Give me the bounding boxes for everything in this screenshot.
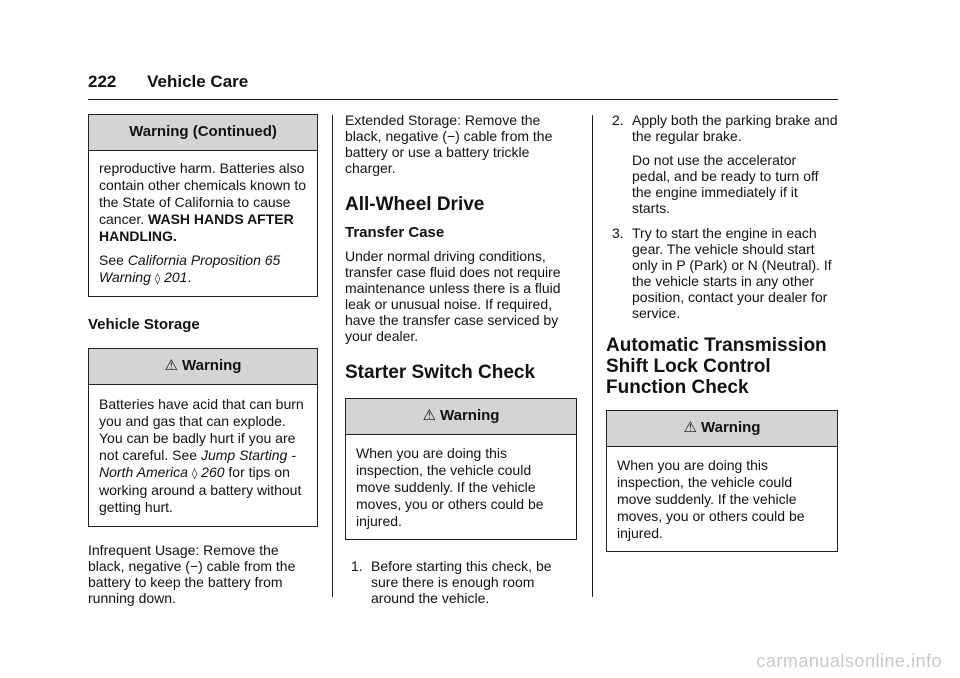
battery-warning-box [88, 348, 318, 527]
transfer-case-heading: Transfer Case [345, 224, 445, 241]
warning-icon: ⚠ [683, 419, 697, 436]
california-prop65-link[interactable]: California Proposition 65 Warning [99, 252, 281, 285]
page-number: 222 [88, 72, 117, 91]
shift-lock-warning-title: Warning [701, 419, 761, 436]
starter-switch-heading: Starter Switch Check [345, 362, 536, 383]
starter-steps-continued [606, 112, 838, 321]
page-ref-number[interactable]: 260 [201, 464, 225, 480]
column-2 [345, 112, 577, 615]
starter-warning-header [346, 399, 576, 435]
warning-continued-title: Warning (Continued) [89, 115, 317, 151]
warning-continued-box [88, 114, 318, 297]
shift-lock-warning-body: When you are doing this inspection, the vehicle could move suddenly. If the vehicle moves, you or others could be injured. [617, 457, 805, 541]
starter-warning-title: Warning [440, 407, 500, 424]
warning-icon: ⚠ [422, 407, 436, 424]
vehicle-storage-heading: Vehicle Storage [88, 316, 200, 333]
see-prefix: See [99, 252, 124, 268]
transfer-case-text: Under normal driving conditions, transfer case fluid does not require maintenance unless there is a fluid leak or unusual noise. If required, have the transfer case serviced by your dealer. [345, 248, 561, 344]
shift-lock-warning-header [607, 411, 837, 447]
battery-warning-text-after: for tips on working around a battery without getting hurt. [99, 464, 302, 515]
battery-warning-header [89, 349, 317, 385]
page-ref-icon: ◊ [191, 467, 198, 480]
warning-continued-body [99, 160, 307, 245]
column-1 [88, 114, 318, 606]
infrequent-usage-text: Infrequent Usage: Remove the black, negative (−) cable from the battery to keep the battery from running down. [88, 542, 296, 606]
warning-body-text: reproductive harm. Batteries also contain other chemicals known to the State of California to cause cancer. [99, 160, 306, 227]
battery-warning-title: Warning [182, 357, 242, 374]
page-ref-icon: ◊ [154, 272, 161, 285]
battery-warning-text: Batteries have acid that can burn you and gas that can explode. You can be badly hurt if you are not careful. See [99, 396, 304, 463]
jump-starting-link[interactable]: Jump Starting - North America [99, 447, 296, 480]
column-3 [606, 112, 838, 552]
see-suffix: . [187, 269, 192, 285]
step-text: Apply both the parking brake and the regular brake. [632, 112, 838, 144]
extended-storage-text: Extended Storage: Remove the black, negative (−) cable from the battery or use a battery trickle charger. [345, 112, 553, 176]
page-ref-number[interactable]: 201 [164, 269, 188, 285]
starter-steps-list [345, 558, 577, 606]
warning-icon: ⚠ [164, 357, 178, 374]
page-header [88, 72, 248, 92]
step-text: Try to start the engine in each gear. The vehicle should start only in P (Park) or N (Neutral). If the vehicle starts in any other position, contact your dealer for service. [632, 225, 832, 321]
see-reference [99, 252, 307, 287]
step-number: 1. [351, 558, 363, 574]
column-divider-1 [332, 115, 333, 597]
section-title: Vehicle Care [147, 72, 249, 91]
header-rule [88, 99, 838, 100]
warning-body-bold: WASH HANDS AFTER HANDLING. [99, 211, 294, 244]
step-text: Before starting this check, be sure there is enough room around the vehicle. [371, 558, 552, 606]
shift-lock-heading: Automatic Transmission Shift Lock Control Function Check [606, 335, 827, 398]
starter-warning-body: When you are doing this inspection, the vehicle could move suddenly. If the vehicle moves, you or others could be injured. [356, 445, 544, 529]
list-item [612, 112, 838, 216]
shift-lock-warning-box [606, 410, 838, 552]
column-divider-2 [592, 115, 593, 597]
step-number: 2. [612, 112, 624, 128]
battery-warning-body [99, 396, 307, 516]
step-note: Do not use the accelerator pedal, and be ready to turn off the engine immediately if it starts. [632, 152, 819, 216]
list-item [612, 225, 838, 321]
list-item [351, 558, 577, 606]
step-number: 3. [612, 225, 624, 241]
watermark: carmanualsonline.info [756, 651, 942, 671]
awd-heading: All-Wheel Drive [345, 194, 485, 215]
starter-warning-box [345, 398, 577, 540]
